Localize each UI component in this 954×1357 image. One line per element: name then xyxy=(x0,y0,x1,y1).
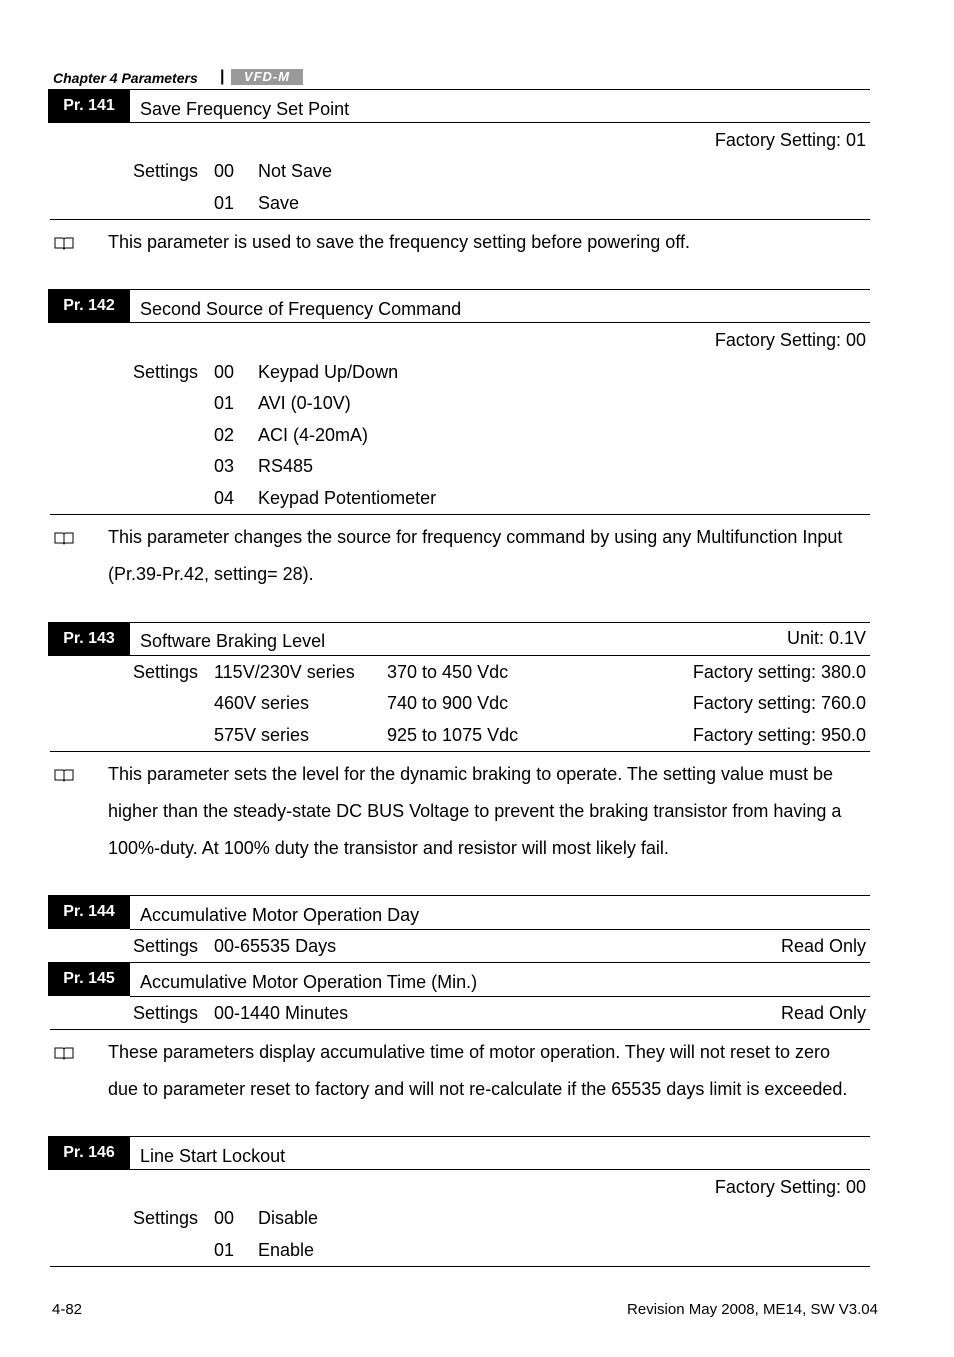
param-header-rule xyxy=(130,122,870,123)
option-label: ACI (4-20mA) xyxy=(258,425,369,445)
header-separator: | xyxy=(220,68,225,85)
section-bottom-rule xyxy=(50,751,870,752)
voltage-range: 740 to 900 Vdc xyxy=(387,693,509,713)
read-only-144: Read Only xyxy=(780,936,866,956)
section-top-rule xyxy=(50,1136,870,1137)
note-line: This parameter is used to save the frequency setting before powering off. xyxy=(108,232,690,252)
option-label: Keypad Up/Down xyxy=(258,362,399,382)
settings-label: Settings xyxy=(133,1003,199,1023)
option-code: 00 xyxy=(214,1208,235,1228)
series-label: 115V/230V series xyxy=(214,662,355,682)
note-line: 100%-duty. At 100% duty the transistor and resistor will most likely fail. xyxy=(108,838,669,858)
note-line: This parameter sets the level for the dynamic braking to operate. The setting value must be xyxy=(108,764,834,784)
option-label: Save xyxy=(258,193,300,213)
voltage-range: 370 to 450 Vdc xyxy=(387,662,509,682)
section-top-rule xyxy=(50,289,870,290)
book-note-icon xyxy=(54,1046,74,1060)
settings-label: Settings xyxy=(133,362,199,382)
series-label: 460V series xyxy=(214,693,310,713)
setting-range-145: 00-1440 Minutes xyxy=(214,1003,349,1023)
revision-info: Revision May 2008, ME14, SW V3.04 xyxy=(627,1301,878,1318)
option-code: 01 xyxy=(214,1240,235,1260)
param-code-143: Pr. 143 xyxy=(48,622,130,656)
option-code: 04 xyxy=(214,488,235,508)
note-line: due to parameter reset to factory and will not re-calculate if the 65535 days limit is exceeded. xyxy=(108,1079,848,1099)
param-header-rule xyxy=(130,1169,870,1170)
chapter-title: Chapter 4 Parameters xyxy=(53,70,198,86)
param-name-143: Software Braking Level xyxy=(140,631,326,651)
param-header-rule xyxy=(130,996,870,997)
factory-setting-146: Factory Setting: 00 xyxy=(714,1177,866,1197)
option-label: Disable xyxy=(258,1208,319,1228)
param-header-rule xyxy=(130,655,870,656)
param-code-144: Pr. 144 xyxy=(48,895,130,929)
factory-setting: Factory setting: 760.0 xyxy=(692,693,866,713)
option-code: 02 xyxy=(214,425,235,445)
section-bottom-rule xyxy=(50,514,870,515)
option-code: 00 xyxy=(214,161,235,181)
voltage-range: 925 to 1075 Vdc xyxy=(387,725,519,745)
param-name-146: Line Start Lockout xyxy=(140,1146,286,1166)
section-top-rule xyxy=(50,895,870,896)
param-code-142: Pr. 142 xyxy=(48,289,130,323)
settings-label: Settings xyxy=(133,936,199,956)
param-name-145: Accumulative Motor Operation Time (Min.) xyxy=(140,972,478,992)
param-name-142: Second Source of Frequency Command xyxy=(140,299,462,319)
section-top-rule xyxy=(50,89,870,90)
factory-setting: Factory setting: 380.0 xyxy=(692,662,866,682)
option-label: Keypad Potentiometer xyxy=(258,488,437,508)
note-line: This parameter changes the source for frequency command by using any Multifunction Input xyxy=(108,527,843,547)
section-bottom-rule xyxy=(50,1029,870,1030)
option-code: 00 xyxy=(214,362,235,382)
book-note-icon xyxy=(54,531,74,545)
section-bottom-rule xyxy=(50,219,870,220)
section-top-rule xyxy=(50,962,870,963)
series-label: 575V series xyxy=(214,725,310,745)
factory-setting-142: Factory Setting: 00 xyxy=(714,330,866,350)
param-name-144: Accumulative Motor Operation Day xyxy=(140,905,420,925)
read-only-145: Read Only xyxy=(780,1003,866,1023)
option-code: 01 xyxy=(214,193,235,213)
note-line: (Pr.39-Pr.42, setting= 28). xyxy=(108,564,314,584)
option-label: Not Save xyxy=(258,161,333,181)
section-top-rule xyxy=(50,622,870,623)
param-code-146: Pr. 146 xyxy=(48,1136,130,1170)
page-number: 4-82 xyxy=(52,1301,83,1318)
factory-setting-141: Factory Setting: 01 xyxy=(714,130,866,150)
settings-label: Settings xyxy=(133,1208,199,1228)
setting-range-144: 00-65535 Days xyxy=(214,936,337,956)
option-code: 01 xyxy=(214,393,235,413)
param-header-rule xyxy=(130,322,870,323)
book-note-icon xyxy=(54,236,74,250)
option-label: RS485 xyxy=(258,456,314,476)
settings-label: Settings xyxy=(133,662,199,682)
unit-143: Unit: 0.1V xyxy=(786,628,866,648)
section-bottom-rule xyxy=(50,1266,870,1267)
note-line: These parameters display accumulative time of motor operation. They will not reset to zero xyxy=(108,1042,830,1062)
book-note-icon xyxy=(54,768,74,782)
option-code: 03 xyxy=(214,456,235,476)
vfd-m-logo: VFD-M xyxy=(231,69,303,85)
option-label: AVI (0-10V) xyxy=(258,393,351,413)
param-code-141: Pr. 141 xyxy=(48,89,130,123)
param-name-141: Save Frequency Set Point xyxy=(140,99,350,119)
param-code-145: Pr. 145 xyxy=(48,962,130,996)
option-label: Enable xyxy=(258,1240,315,1260)
factory-setting: Factory setting: 950.0 xyxy=(692,725,866,745)
param-header-rule xyxy=(130,929,870,930)
settings-label: Settings xyxy=(133,161,199,181)
note-line: higher than the steady-state DC BUS Voltage to prevent the braking transistor from having a xyxy=(108,801,842,821)
